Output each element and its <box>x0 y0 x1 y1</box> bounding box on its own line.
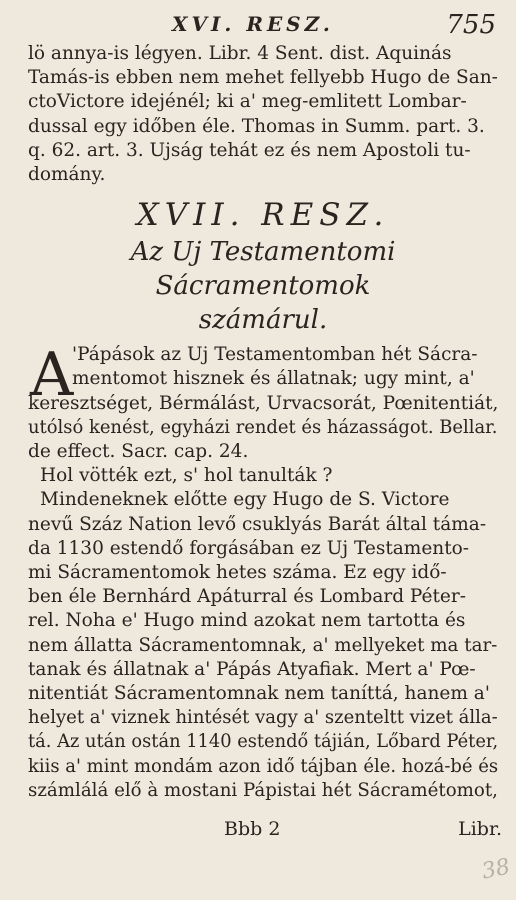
text-line: dussal egy időben éle. Thomas in Summ. part. 3. <box>28 115 485 137</box>
running-head: XVI. RESZ. <box>172 12 334 36</box>
signature-mark: Bbb 2 <box>224 818 281 840</box>
catchword: Libr. <box>458 818 502 840</box>
text-line: keresztséget, Bérmálást, Urvacsorát, Pœnitentiát, <box>28 392 499 414</box>
text-line: ben éle Bernhárd Apáturral és Lombard Péter- <box>28 586 466 608</box>
text-line: rel. Noha e' Hugo mind azokat nem tartotta és <box>28 610 466 632</box>
text-line: nem állatta Sácramentomnak, a' mellyeket ma tar- <box>28 634 498 656</box>
text-line: q. 62. art. 3. Ujság tehát ez és nem Apostoli tu- <box>28 139 471 161</box>
text-line: tá. Az után ostán 1140 estendő tájián, Lőbard Péter, <box>28 731 499 753</box>
continued-paragraph <box>28 42 498 187</box>
text-line: nevű Száz Nation levő csuklyás Barát által táma- <box>28 513 487 535</box>
text-line: da 1130 estendő forgásában ez Uj Testamento- <box>28 537 470 559</box>
text-line: de effect. Sacr. cap. 24. <box>28 441 249 463</box>
pencil-mark: 38 <box>479 854 513 885</box>
drop-cap: A <box>30 340 74 411</box>
text-line: Tamás-is ebben nem mehet fellyebb Hugo de San- <box>28 67 498 89</box>
page-number: 755 <box>446 10 496 40</box>
text-line: mentomot hisznek és állatnak; ugy mint, a' <box>72 368 475 390</box>
chapter-subtitle-line: számárul. <box>198 305 328 336</box>
page-footer <box>0 818 516 846</box>
text-line: számlálá elő à mostani Pápistai hét Sácramétomot, <box>28 779 498 801</box>
text-line: ctoVictore idejénél; ki a' meg-emlitett Lombar- <box>28 91 467 113</box>
text-line: Mindeneknek előtte egy Hugo de S. Victore <box>40 489 450 511</box>
text-line: kiis a' mint mondám azon idő tájban éle. hozá-bé és <box>28 755 499 777</box>
question-line: Hol vötték ezt, s' hol tanulták ? <box>40 465 333 487</box>
main-paragraph <box>28 488 498 803</box>
text-line: mi Sácramentomok hetes száma. Ez egy idő- <box>28 562 447 584</box>
page-body <box>28 42 498 803</box>
text-line: 'Pápások az Uj Testamentomban hét Sácra- <box>72 344 478 366</box>
chapter-subtitle-line: Az Uj Testamentomi Sácramentomok <box>130 237 396 302</box>
chapter-heading: XVII. RESZ. <box>136 197 390 234</box>
text-line: nitentiát Sácramentomnak nem taníttá, hanem a' <box>28 683 490 705</box>
chapter-subtitle <box>28 235 498 337</box>
text-line: tanak és állatnak a' Pápás Atyafiak. Mert a' Pœ- <box>28 658 476 680</box>
intro-paragraph <box>28 340 499 464</box>
text-line: lö annya-is légyen. Libr. 4 Sent. dist. Aquinás <box>28 43 452 64</box>
page-header <box>0 8 516 38</box>
text-line: domány. <box>28 164 106 186</box>
text-line: helyet a' viznek hintését vagy a' szenteltt vizet álla- <box>28 707 498 729</box>
text-line: utólsó kenést, egyházi rendet és házasságot. Bellar. <box>28 416 498 438</box>
